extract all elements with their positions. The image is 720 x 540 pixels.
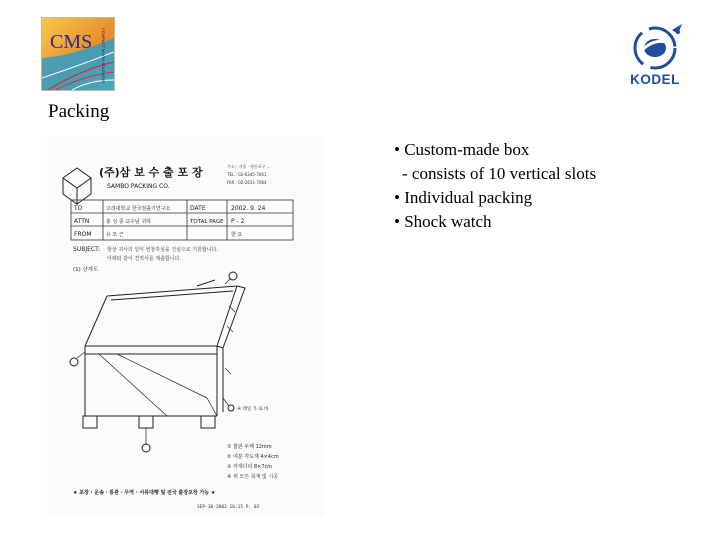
doc-field-value: 홍 성 종 교수님 귀하 [106,219,151,225]
doc-field-label: DATE [190,205,206,212]
bullet-item: • Individual packing [394,188,533,207]
packing-document-scan [47,136,325,517]
doc-company-ko: (주)삼 보 수 출 포 장 [99,166,203,179]
cms-logo-text: CMS [50,31,93,53]
slide-title: Packing [48,101,110,122]
doc-field-value: 2002. 9. 24 [231,205,266,212]
bullet-subitem: - consists of 10 vertical slots [402,164,597,183]
doc-address-line: FAX : 02-2631-7064 [227,180,267,185]
kodel-logo-text: KODEL [630,72,680,87]
doc-note: ② 여분 각도재 4×4cm [227,454,279,460]
doc-field-label: ATTN [74,218,90,225]
bullet-list [394,138,714,234]
doc-field-value: 한 요 [231,232,243,238]
doc-footer: ★ 포장 · 운송 · 통관 · 무역 · 서류대행 및 전국 출장포장 가능 ★ [73,490,216,496]
cube-logo-icon [63,168,91,204]
doc-field-label: TO [74,205,83,212]
cms-logo [41,17,115,91]
doc-field-value: 고려대학교 한국검출기연구소 [106,206,171,212]
bullet-item: • Custom-made box [394,140,530,159]
doc-footer-line: SEP-30-2002 16:15 P. 02 [197,505,260,510]
doc-subject-line: 아래와 같이 견적서를 제출합니다. [107,256,181,262]
doc-note: ① 합판 두께 12mm [227,444,272,450]
bullet-item: • Shock watch [394,212,492,231]
doc-field-label: TOTAL PAGE [190,219,224,225]
kodel-logo [620,22,690,94]
doc-field-value: 유 모 근 [106,232,124,238]
doc-subject-label: SUBJECT: [73,246,101,253]
doc-field-label: FROM [74,231,92,238]
doc-address-line: 주소 : 서울 · 영등포구 ... [227,164,271,169]
doc-note: ③ 각재다리 8×7cm [227,464,273,470]
svg-text:COMPACT MUON SOLENOID: COMPACT MUON SOLENOID [101,28,106,83]
doc-field-value: P - 2 [231,218,245,225]
doc-note: ④ 위 모든 목재 및 시공 [227,474,279,480]
doc-address-line: TEL : 02-6345-7061 [227,172,267,177]
doc-company-en: SAMBO PACKING CO. [107,183,170,190]
doc-subject-line: 항상 귀사의 일익 번창하심을 진심으로 기원합니다. [107,247,218,253]
packing-box-drawing [70,272,245,452]
doc-callout: ④ 레일 가 로 바 [237,407,269,412]
doc-section-label: (1) 상자도 [73,267,99,273]
